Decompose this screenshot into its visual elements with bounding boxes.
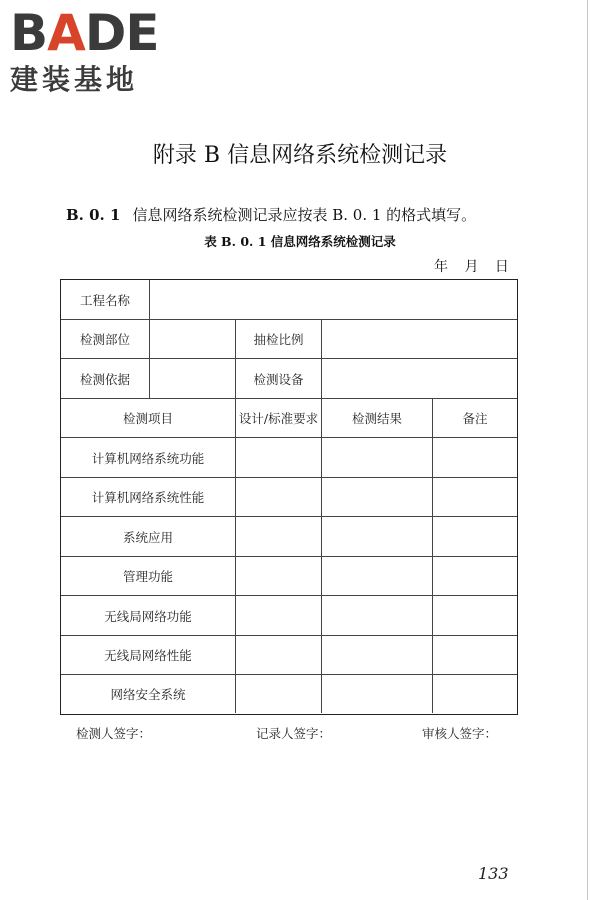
page-title: 附录 B 信息网络系统检测记录 <box>152 143 448 168</box>
remarks-cell[interactable] <box>433 478 517 517</box>
requirement-cell[interactable] <box>236 675 322 713</box>
project-name-label: 工程名称 <box>61 280 150 320</box>
requirement-cell[interactable] <box>236 596 322 636</box>
result-cell[interactable] <box>322 557 433 596</box>
remarks-cell[interactable] <box>433 517 517 557</box>
result-cell[interactable] <box>322 478 433 517</box>
remarks-cell[interactable] <box>433 596 517 636</box>
table-caption: 表 B. 0. 1 信息网络系统检测记录 <box>204 234 396 249</box>
logo-wordmark: BADE <box>10 4 159 62</box>
remarks-cell[interactable] <box>433 438 517 478</box>
clause-paragraph <box>66 204 476 225</box>
requirement-cell[interactable] <box>236 478 322 517</box>
clause-text: 信息网络系统检测记录应按表 B. 0. 1 的格式填写。 <box>132 206 477 224</box>
record-table <box>60 279 518 715</box>
remarks-cell[interactable] <box>433 636 517 675</box>
project-name-field[interactable] <box>150 280 517 320</box>
reviewer-signature-label: 审核人签字： <box>422 726 498 741</box>
recorder-signature-label: 记录人签字： <box>256 726 332 741</box>
requirement-cell[interactable] <box>236 438 322 478</box>
item-label: 系统应用 <box>61 517 236 557</box>
result-cell[interactable] <box>322 438 433 478</box>
header-requirement: 设计/标准要求 <box>236 399 322 438</box>
header-item: 检测项目 <box>61 399 236 438</box>
sampling-field[interactable] <box>322 320 517 359</box>
location-field[interactable] <box>150 320 236 359</box>
result-cell[interactable] <box>322 596 433 636</box>
equipment-field[interactable] <box>322 359 517 399</box>
requirement-cell[interactable] <box>236 517 322 557</box>
result-cell[interactable] <box>322 517 433 557</box>
location-label: 检测部位 <box>61 320 150 359</box>
remarks-cell[interactable] <box>433 557 517 596</box>
requirement-cell[interactable] <box>236 557 322 596</box>
item-label: 计算机网络系统功能 <box>61 438 236 478</box>
result-cell[interactable] <box>322 636 433 675</box>
equipment-label: 检测设备 <box>236 359 322 399</box>
requirement-cell[interactable] <box>236 636 322 675</box>
item-label: 网络安全系统 <box>61 675 236 713</box>
remarks-cell[interactable] <box>433 675 517 713</box>
basis-field[interactable] <box>150 359 236 399</box>
sampling-label: 抽检比例 <box>236 320 322 359</box>
inspector-signature-label: 检测人签字： <box>76 726 152 741</box>
item-label: 计算机网络系统性能 <box>61 478 236 517</box>
page-edge-divider <box>587 0 588 900</box>
item-label: 无线局网络功能 <box>61 596 236 636</box>
clause-number: B. 0. 1 <box>66 206 121 224</box>
header-remarks: 备注 <box>433 399 517 438</box>
basis-label: 检测依据 <box>61 359 150 399</box>
date-line: 年 月 日 <box>434 259 509 275</box>
bade-logo <box>10 6 159 98</box>
header-result: 检测结果 <box>322 399 433 438</box>
result-cell[interactable] <box>322 675 433 713</box>
item-label: 无线局网络性能 <box>61 636 236 675</box>
item-label: 管理功能 <box>61 557 236 596</box>
page-number: 133 <box>478 864 509 883</box>
logo-subtitle: 建装基地 <box>10 63 139 96</box>
